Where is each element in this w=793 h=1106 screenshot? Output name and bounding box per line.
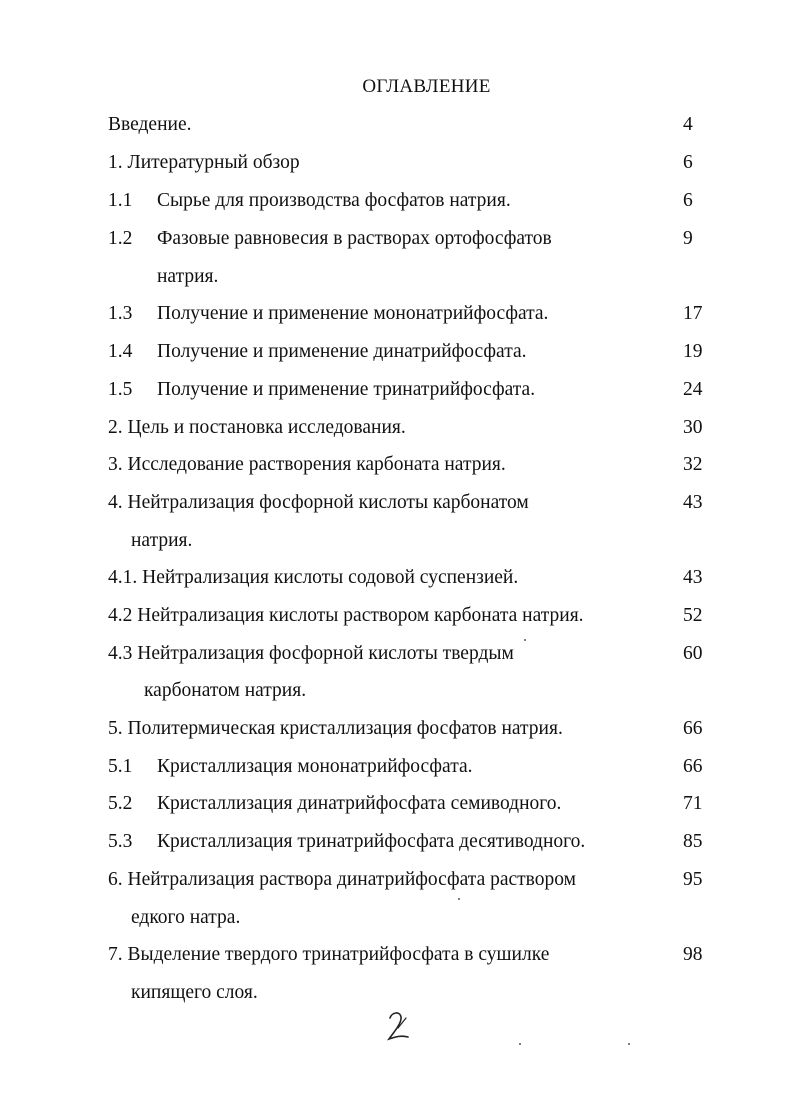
toc-section-number: 1.1 — [108, 190, 133, 211]
toc-entry-text: натрия. — [157, 266, 219, 287]
toc-entry — [108, 111, 191, 139]
toc-entry — [108, 149, 300, 177]
toc-section-number: 1.2 — [108, 228, 133, 249]
toc-entry-text: Кристаллизация тринатрийфосфата десятиводного. — [157, 831, 586, 852]
toc-page-number: 98 — [683, 944, 703, 965]
toc-section-number: 1.4 — [108, 341, 133, 362]
toc-page-number: 6 — [683, 152, 693, 173]
toc-entry — [108, 489, 529, 517]
toc-section-number: 5.3 — [108, 831, 133, 852]
toc-entry — [108, 414, 406, 442]
toc-entry-text: 3. Исследование растворения карбоната натрия. — [108, 454, 506, 475]
toc-entry-text: 4.2 Нейтрализация кислоты раствором карбоната натрия. — [108, 605, 584, 626]
toc-page-number: 60 — [683, 643, 703, 664]
toc-entry-continuation — [131, 904, 240, 932]
toc-entry — [108, 564, 518, 592]
toc-entry-text: 1. Литературный обзор — [108, 152, 300, 173]
toc-entry-text: Фазовые равновесия в растворах ортофосфатов — [157, 228, 552, 249]
toc-entry — [108, 640, 514, 668]
toc-entry-text: 7. Выделение твердого тринатрийфосфата в сушилке — [108, 944, 550, 965]
toc-entry — [108, 451, 506, 479]
toc-page-number: 95 — [683, 869, 703, 890]
toc-page-number: 19 — [683, 341, 703, 362]
toc-entry-text: карбонатом натрия. — [144, 680, 307, 701]
toc-page-number: 71 — [683, 793, 703, 814]
toc-entry-text: Кристаллизация мононатрийфосфата. — [157, 756, 473, 777]
toc-entry-continuation — [157, 263, 218, 291]
scan-speck — [628, 1043, 630, 1045]
toc-entry-text: натрия. — [131, 530, 193, 551]
toc-page-number: 24 — [683, 379, 703, 400]
toc-entry-continuation — [144, 677, 306, 705]
toc-entry-continuation — [131, 979, 258, 1007]
toc-section-number: 5.2 — [108, 793, 133, 814]
toc-entry — [108, 602, 584, 630]
toc-entry-text: Получение и применение тринатрийфосфата. — [157, 379, 536, 400]
toc-page-number: 30 — [683, 417, 703, 438]
toc-page-number: 66 — [683, 756, 703, 777]
toc-entry-continuation — [131, 527, 192, 555]
page-title: ОГЛАВЛЕНИЕ — [362, 76, 491, 97]
toc-page-number: 43 — [683, 492, 703, 513]
scan-speck — [458, 898, 460, 900]
toc-page-number: 66 — [683, 718, 703, 739]
toc-section-number: 1.3 — [108, 303, 133, 324]
toc-section-number: 1.5 — [108, 379, 133, 400]
toc-page-number: 6 — [683, 190, 693, 211]
scan-speck — [519, 1043, 521, 1045]
toc-entry-text: 4. Нейтрализация фосфорной кислоты карбонатом — [108, 492, 529, 513]
toc-page-number: 32 — [683, 454, 703, 475]
toc-entry-text: 4.3 Нейтрализация фосфорной кислоты твердым — [108, 643, 514, 664]
toc-page-number: 4 — [683, 114, 693, 135]
toc-section-number: 5.1 — [108, 756, 133, 777]
toc-entry-text: кипящего слоя. — [131, 982, 258, 1003]
toc-entry-text: 4.1. Нейтрализация кислоты содовой суспензией. — [108, 567, 519, 588]
toc-entry-text: 5. Политермическая кристаллизация фосфатов натрия. — [108, 718, 563, 739]
toc-entry-text: 2. Цель и постановка исследования. — [108, 417, 406, 438]
toc-page-number: 43 — [683, 567, 703, 588]
toc-entry-text: едкого натра. — [131, 907, 241, 928]
toc-entry-text: Введение. — [108, 114, 192, 135]
scan-speck — [524, 639, 526, 641]
toc-page-number: 17 — [683, 303, 703, 324]
toc-entry — [108, 866, 576, 894]
toc-page-number: 52 — [683, 605, 703, 626]
toc-page-number: 9 — [683, 228, 693, 249]
handwritten-page-mark — [384, 1010, 414, 1044]
toc-page-number: 85 — [683, 831, 703, 852]
toc-entry-text: Получение и применение динатрийфосфата. — [157, 341, 527, 362]
toc-entry-text: Сырье для производства фосфатов натрия. — [157, 190, 511, 211]
toc-entry-text: 6. Нейтрализация раствора динатрийфосфата раствором — [108, 869, 576, 890]
toc-entry — [108, 715, 563, 743]
toc-entry — [108, 941, 549, 969]
toc-entry-text: Кристаллизация динатрийфосфата семиводного. — [157, 793, 562, 814]
toc-entry-text: Получение и применение мононатрийфосфата. — [157, 303, 549, 324]
